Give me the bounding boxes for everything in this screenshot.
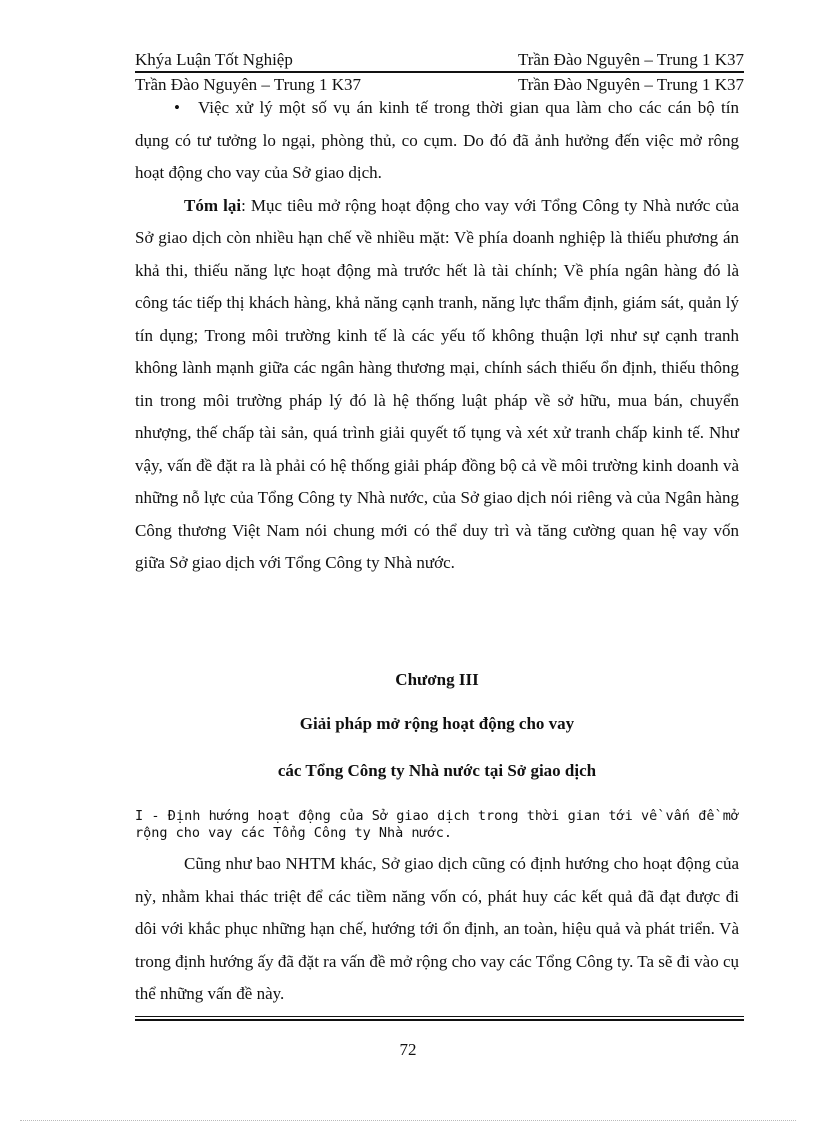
chapter-title-line-1: Giải pháp mở rộng hoạt động cho vay [299, 714, 575, 733]
section-body [135, 848, 739, 1011]
body-text [135, 92, 739, 580]
chapter-number: Chương III [395, 670, 479, 689]
bullet-marker: • [174, 98, 180, 117]
section-heading: I - Định hướng hoạt động của Sở giao dịch trong thời gian tới về vấn đề mở rộng cho vay các Tổng Công ty Nhà nước. [135, 808, 739, 841]
bullet-paragraph [135, 92, 739, 190]
bullet-text: Việc xử lý một số vụ án kinh tế trong thời gian qua làm cho các cán bộ tín dụng có tư tưởng lo ngại, phòng thủ, co cụm. Do đó đã ảnh hưởng đến việc mở rông hoạt động cho vay của Sở giao dịch. [135, 98, 739, 182]
thesis-title: Khýa Luận Tốt Nghiệp [135, 50, 293, 69]
header-rule [135, 71, 744, 73]
footer-rule-top [135, 1016, 744, 1017]
section-paragraph: Cũng như bao NHTM khác, Sở giao dịch cũng có định hướng cho hoạt động của nỳ, nhằm khai thác triệt để các tiềm năng vốn có, phát huy các kết quả đã đạt được đi dôi với khắc phục những hạn chế, hướng tới ổn định, an toàn, hiệu quả và phát triển. Và trong định hướng ấy đã đặt ra vấn đề mở rộng cho vay các Tổng Công ty. Ta sẽ đi vào cụ thể những vấn đề này. [135, 854, 740, 1003]
chapter-title-line-2: các Tổng Công ty Nhà nước tại Sở giao dịch [277, 761, 597, 780]
page-number: 72 [399, 1040, 417, 1059]
page-edge-divider [20, 1120, 796, 1121]
author-name-repeat-2: Trần Đào Nguyên – Trung 1 K37 [517, 75, 744, 94]
footer-rule-bottom [135, 1019, 744, 1021]
summary-label: Tóm lại [184, 195, 242, 215]
author-name: Trần Đào Nguyên – Trung 1 K37 [517, 50, 744, 69]
summary-text: : Mục tiêu mở rộng hoạt động cho vay với Tổng Công ty Nhà nước của Sở giao dịch còn nhiều hạn chế về nhiều mặt: Về phía doanh nghiệp là thiếu phương án khả thi, thiếu năng lực hoạt động mà trước hết là tài chính; Về phía ngân hàng đó là công tác tiếp thị khách hàng, khả năng cạnh tranh, năng lực thẩm định, giám sát, quản lý tín dụng; Trong môi trường kinh tế là các yếu tố không thuận lợi như sự cạnh tranh không lành mạnh giữa các ngân hàng thương mại, chính sách thiếu ổn định, thiếu thông tin trong môi trường pháp lý đó là hệ thống luật pháp về sở hữu, mua bán, chuyển nhượng, thế chấp tài sản, quá trình giải quyết tố tụng và xét xử tranh chấp kinh tế. Như vậy, vấn đề đặt ra là phải có hệ thống giải pháp đồng bộ cả về môi trường kinh doanh và những nỗ lực của Tổng Công ty Nhà nước, của Sở giao dịch nói riêng và của Ngân hàng Công thương Việt Nam nói chung mới có thể duy trì và tăng cường quan hệ vay vốn giữa Sở giao dịch với Tổng Công ty Nhà nước. [135, 195, 740, 572]
summary-paragraph [135, 190, 739, 580]
author-name-repeat-1: Trần Đào Nguyên – Trung 1 K37 [135, 75, 362, 94]
